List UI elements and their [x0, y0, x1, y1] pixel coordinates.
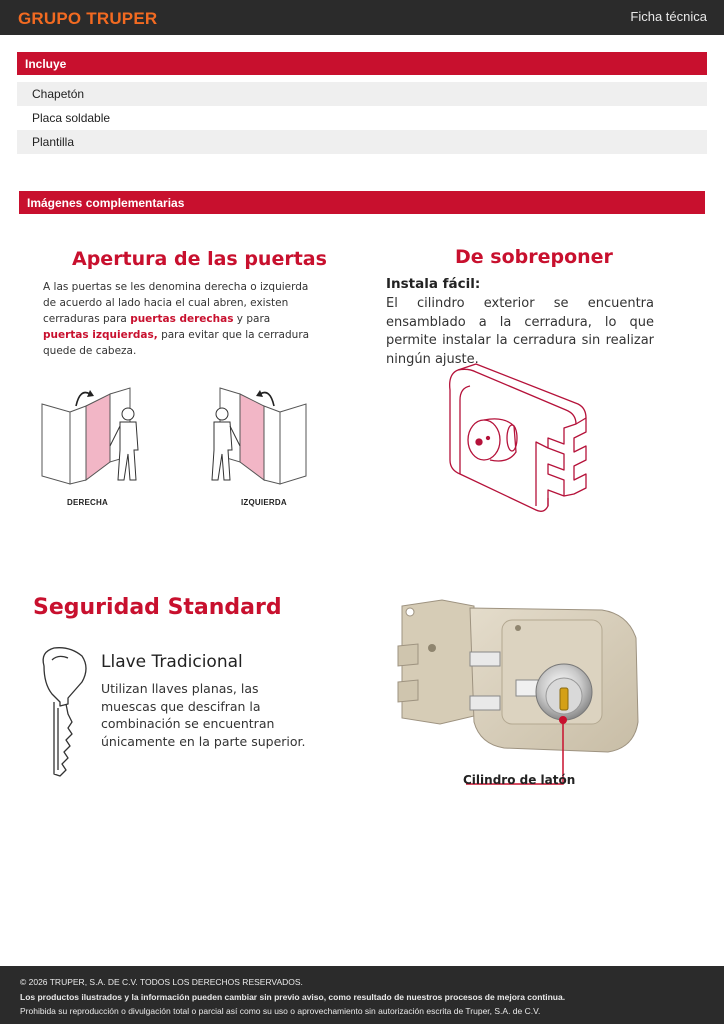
left-door-caption: IZQUIERDA: [241, 498, 287, 507]
key-icon: [38, 646, 90, 778]
left-doors-highlight: puertas izquierdas,: [43, 329, 158, 341]
includes-section-title: Incluye: [17, 52, 707, 75]
surface-mount-title: De sobreponer: [455, 246, 613, 268]
complementary-section-title: Imágenes complementarias: [19, 191, 705, 214]
easy-install-subtitle: Instala fácil:: [386, 276, 481, 292]
list-item: Placa soldable: [32, 111, 111, 125]
left-door-illustration: [202, 380, 322, 492]
door-opening-title: Apertura de las puertas: [72, 248, 327, 270]
footer: [0, 966, 724, 1024]
traditional-key-title: Llave Tradicional: [101, 652, 243, 672]
right-door-illustration: [38, 380, 158, 492]
document-type: Ficha técnica: [630, 9, 707, 24]
traditional-key-text: Utilizan llaves planas, las muescas que descifran la combinación se encuentran únicamente en la parte superior.: [101, 681, 306, 749]
copyright-line: © 2026 TRUPER, S.A. DE C.V. TODOS LOS DERECHOS RESERVADOS.: [20, 977, 303, 987]
brass-cylinder-callout: Cilindro de latón: [463, 773, 576, 787]
list-item: Plantilla: [17, 130, 707, 154]
includes-list: [17, 82, 707, 154]
disclaimer-line: Los productos ilustrados y la información pueden cambiar sin previo aviso, como resultado de nuestros procesos de mejora continua.: [20, 991, 566, 1002]
lock-line-drawing: [446, 360, 592, 516]
lock-product-image: [394, 598, 644, 790]
door-text-part: A las puertas se les denomina derecha o izquierda de acuerdo al lado hacia el cual abren, existen cerraduras para: [43, 281, 309, 325]
door-opening-text: [43, 279, 313, 359]
top-bar: [0, 0, 724, 35]
security-title: Seguridad Standard: [33, 595, 282, 620]
right-door-caption: DERECHA: [67, 498, 108, 507]
brand-logo: GRUPO TRUPER: [18, 9, 158, 28]
door-text-part: y para: [233, 313, 271, 325]
right-doors-highlight: puertas derechas: [130, 313, 234, 325]
easy-install-text: El cilindro exterior se encuentra ensamblado a la cerradura, lo que permite instalar la cerradura sin realizar ningún ajuste.: [386, 296, 654, 367]
list-item: Chapetón: [17, 82, 707, 106]
reproduction-notice: Prohibida su reproducción o divulgación total o parcial así como su uso o aprovechamiento sin autorización escrita de Truper, S.A. de C.V.: [20, 1006, 541, 1016]
door-text-part: para evitar que la cerradura quede de cabeza.: [43, 329, 310, 357]
